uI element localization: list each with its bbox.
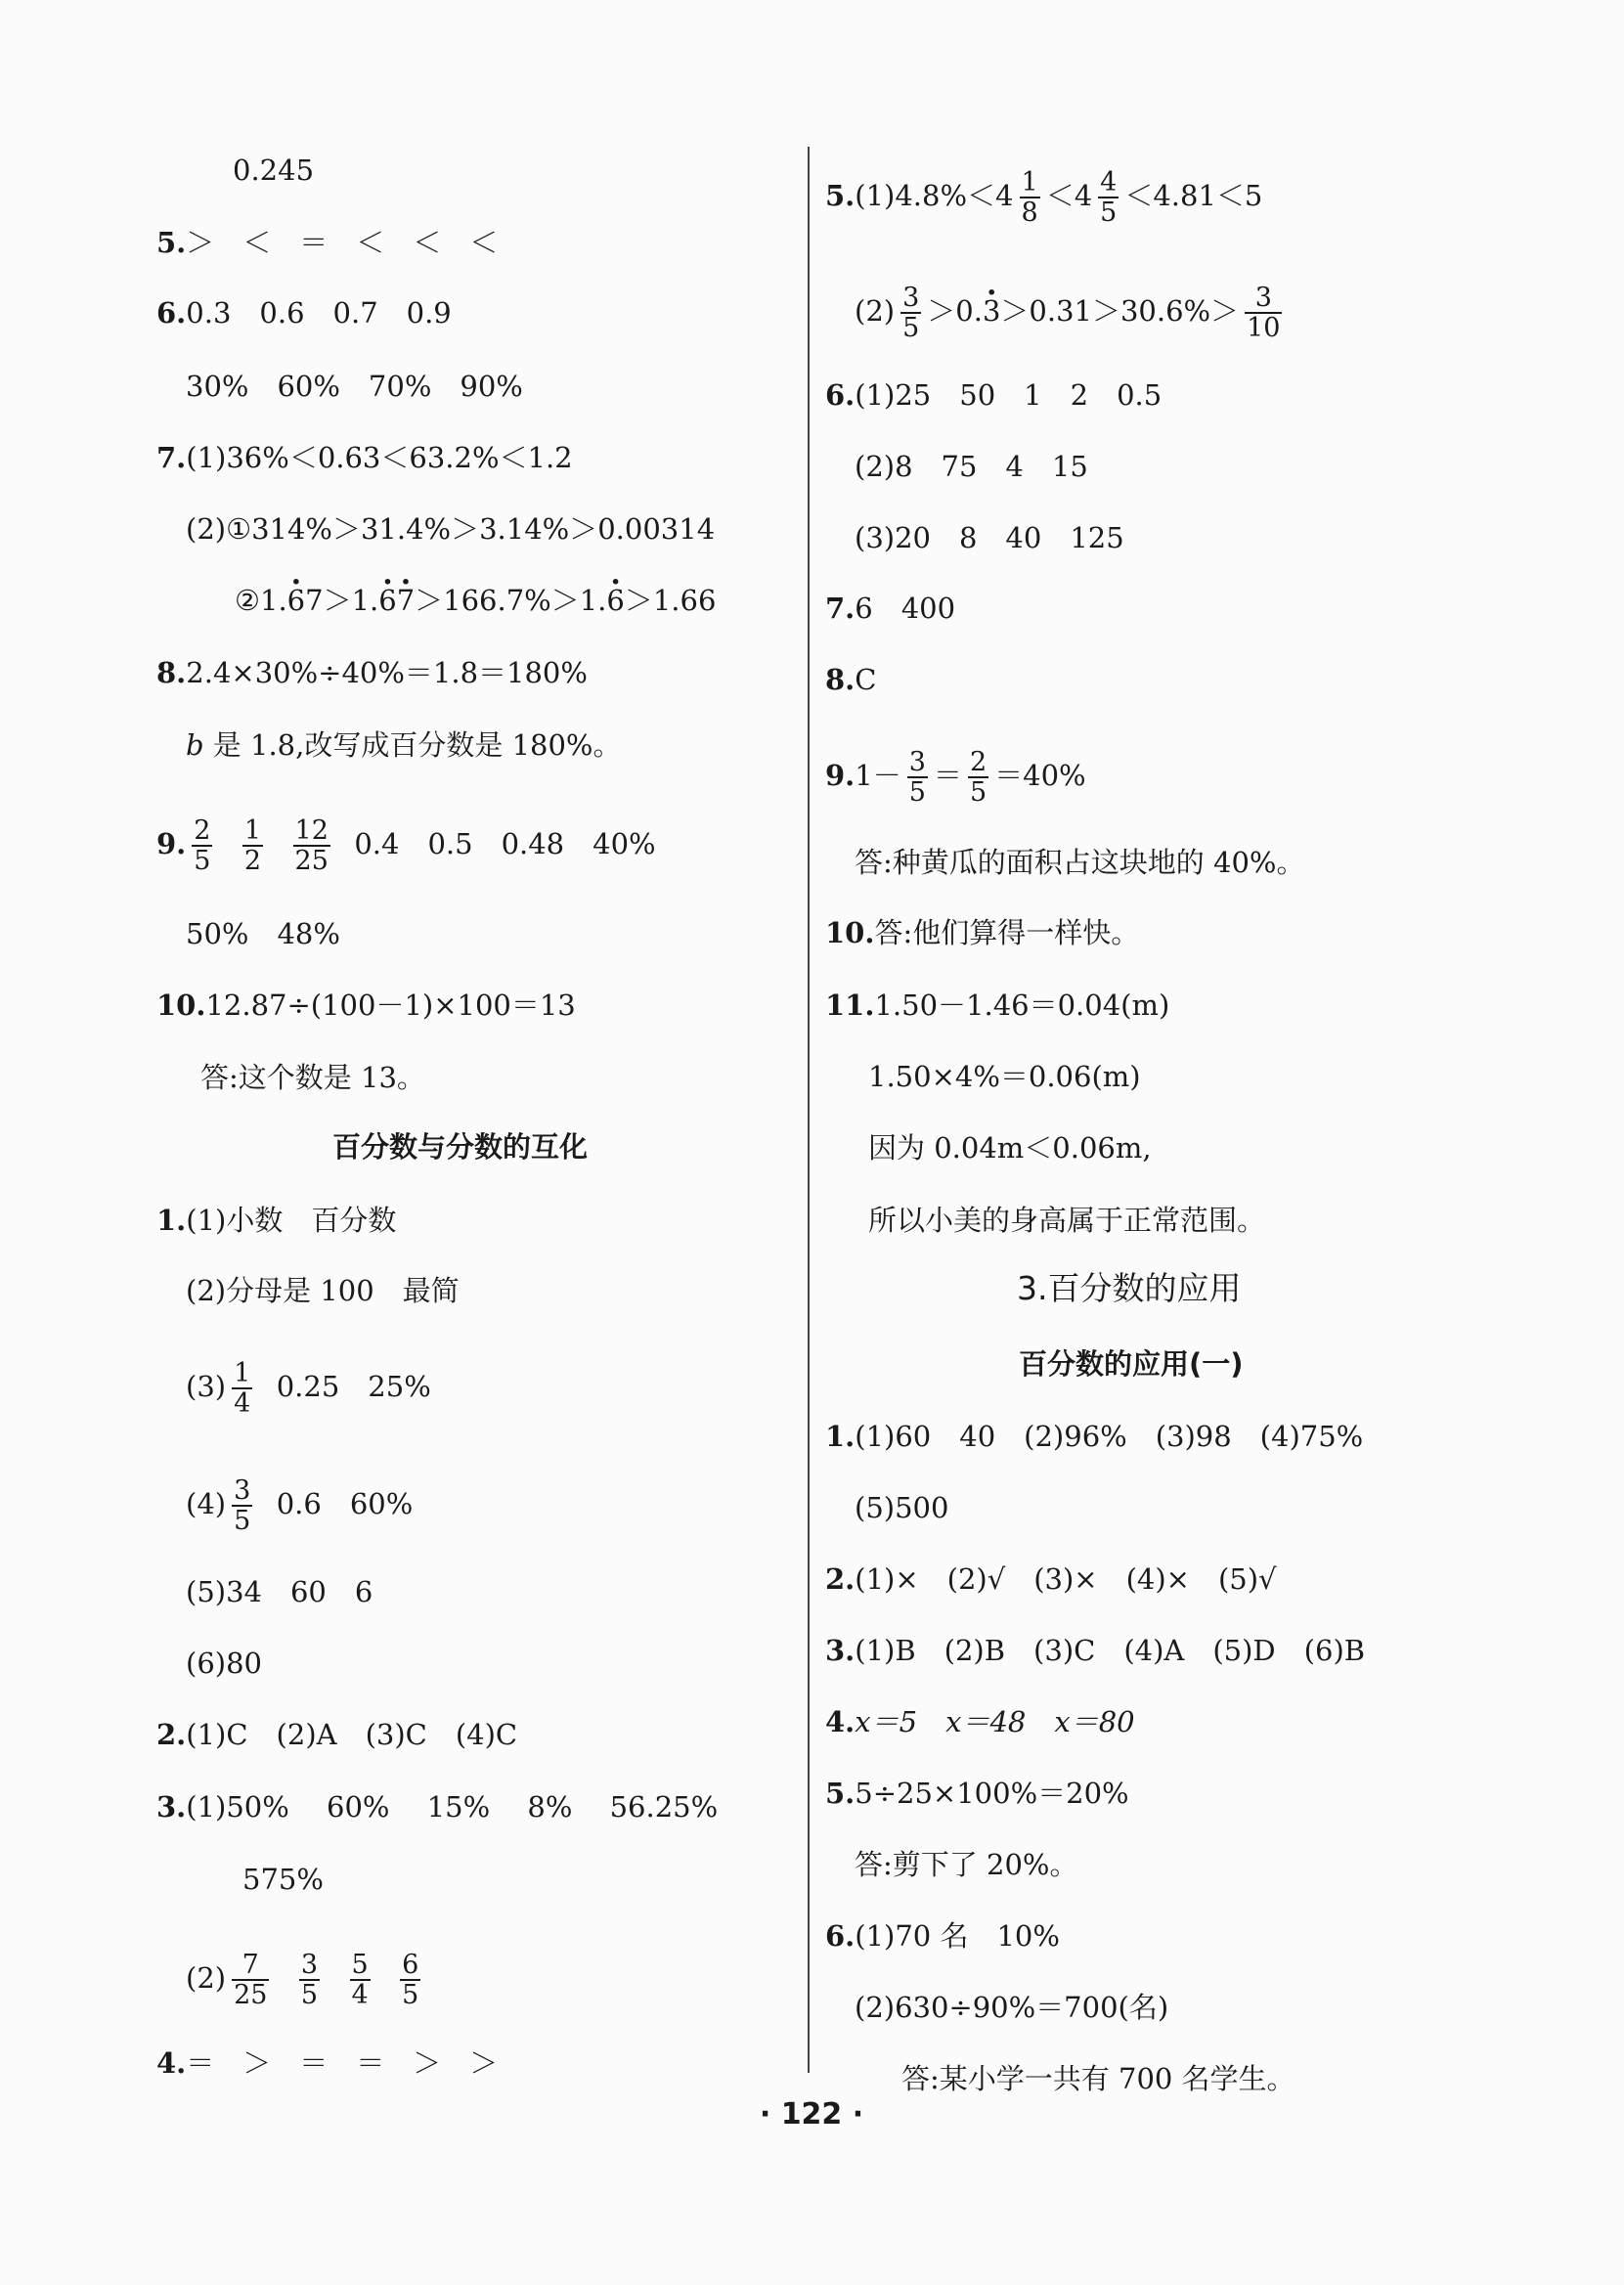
question-number: 3. [156, 1790, 187, 1824]
answer-line: (5)500 [855, 1491, 949, 1524]
answer-line [186, 1951, 426, 2009]
denominator: 8 [1021, 198, 1038, 229]
answer-text: 6 400 [855, 592, 956, 625]
text: ＜4 [1045, 179, 1093, 213]
numerator: 1 [243, 815, 262, 846]
text: (1)4.8%＜4 [855, 179, 1014, 213]
numerator: 2 [969, 747, 988, 777]
answer-line [855, 284, 1288, 342]
text: ②1. [235, 584, 287, 617]
answer-line: 所以小美的身高属于正常范围。 [868, 1204, 1266, 1237]
numerator: 3 [1254, 283, 1272, 313]
question-7 [825, 589, 955, 628]
question-number: 1. [825, 1420, 856, 1453]
fraction [242, 816, 263, 875]
answer-text: ＞ ＜ ＝ ＜ ＜ ＜ [186, 226, 499, 259]
numerator: 3 [902, 283, 920, 313]
question-5 [825, 1774, 1129, 1813]
answer-line: (2)8 75 4 15 [855, 450, 1088, 483]
answer-line: 答:这个数是 13。 [200, 1061, 425, 1094]
page-number: · 122 · [759, 2097, 864, 2131]
fraction [400, 1951, 420, 2009]
answer-text: (1)C (2)A (3)C (4)C [186, 1718, 518, 1751]
answer-line: 答:剪下了 20%。 [855, 1848, 1078, 1881]
text: ＞0.31＞30.6%＞ [1000, 294, 1240, 329]
fraction [232, 1359, 252, 1418]
fraction [299, 1951, 320, 2009]
answer-text: (1)70 名 10% [855, 1919, 1060, 1953]
answer-text: 1.50－1.46＝0.04(m) [874, 989, 1170, 1022]
question-number: 3. [825, 1634, 856, 1667]
text: ＝40% [994, 759, 1086, 793]
question-6 [156, 293, 452, 332]
text: (4) [186, 1487, 227, 1521]
answer-line: 575% [242, 1863, 324, 1896]
chapter-heading: 3.百分数的应用 [1017, 1269, 1242, 1307]
answer-text: C [855, 663, 877, 696]
text: (2) [186, 1961, 227, 1996]
answer-line: 答:种黄瓜的面积占这块地的 40%。 [855, 846, 1305, 879]
numerator: 3 [300, 1950, 319, 1980]
variable: b [186, 728, 204, 762]
fraction [968, 748, 988, 807]
denominator: 5 [234, 1506, 251, 1537]
answer-text: (1)60 40 (2)96% (3)98 (4)75% [855, 1420, 1364, 1453]
answer-text: (1)36%＜0.63＜63.2%＜1.2 [186, 441, 573, 474]
question-7 [156, 438, 573, 477]
question-number: 1. [156, 1204, 187, 1237]
numerator: 12 [294, 815, 329, 846]
answer-line: (3)20 8 40 125 [855, 521, 1124, 554]
column-divider [808, 147, 810, 2073]
answer-text: (1)× (2)√ (3)× (4)× (5)√ [855, 1562, 1277, 1596]
answer-text: 答:他们算得一样快。 [874, 916, 1140, 949]
question-number: 2. [156, 1718, 187, 1751]
text: 0.6 60% [276, 1487, 414, 1521]
denominator: 2 [243, 846, 262, 877]
question-6 [825, 375, 1162, 415]
fraction [293, 816, 330, 875]
text: ＝ [933, 759, 962, 793]
answer-line: 50% 48% [186, 917, 340, 950]
question-5 [825, 168, 1262, 227]
question-number: 5. [825, 179, 856, 213]
question-1 [825, 1417, 1363, 1456]
question-number: 6. [825, 1919, 856, 1953]
question-9 [825, 748, 1086, 807]
question-2 [825, 1560, 1277, 1599]
fraction [900, 284, 921, 342]
denominator: 5 [1100, 198, 1118, 229]
numerator: 1 [1021, 167, 1038, 198]
question-number: 9. [156, 827, 187, 861]
answer-text: (1)25 50 1 2 0.5 [855, 378, 1163, 412]
fraction [1245, 284, 1282, 342]
text: ＜4.81＜5 [1124, 179, 1263, 213]
numerator: 3 [908, 747, 926, 777]
answer-line: 1.50×4%＝0.06(m) [868, 1060, 1141, 1093]
answer-line: (6)80 [186, 1647, 262, 1680]
answer-text: (1)B (2)B (3)C (4)A (5)D (6)B [855, 1634, 1366, 1667]
fraction [907, 748, 928, 807]
fraction [232, 1476, 252, 1535]
question-3 [156, 1787, 718, 1826]
question-number: 8. [156, 656, 187, 689]
answer-line [186, 725, 621, 765]
text: 是 1.8,改写成百分数是 180%。 [203, 728, 622, 762]
question-number: 4. [156, 2046, 187, 2080]
denominator: 5 [969, 777, 988, 809]
answer-line: 因为 0.04m＜0.06m, [868, 1131, 1152, 1164]
question-4 [825, 1702, 1135, 1741]
numerator: 7 [241, 1950, 259, 1980]
answer-text: 5÷25×100%＝20% [855, 1777, 1129, 1810]
question-number: 6. [825, 378, 856, 412]
question-4 [156, 2043, 498, 2083]
denominator: 5 [402, 1980, 419, 2011]
answer-text: 0.3 0.6 0.7 0.9 [186, 296, 452, 330]
fraction [1020, 168, 1040, 227]
answer-text: (1)50% 60% 15% 8% 56.25% [186, 1790, 719, 1824]
text: ＞0. [927, 294, 983, 329]
question-number: 10. [156, 989, 206, 1022]
question-6 [825, 1916, 1060, 1955]
denominator: 25 [294, 846, 329, 877]
question-number: 8. [825, 663, 856, 696]
question-number: 10. [825, 916, 875, 949]
numerator: 1 [234, 1358, 251, 1388]
answer-line: 答:某小学一共有 700 名学生。 [901, 2062, 1295, 2095]
text: ＞1.66 [624, 584, 717, 617]
question-number: 7. [156, 441, 187, 474]
numerator: 5 [351, 1950, 369, 1980]
fraction [192, 816, 212, 875]
question-9 [156, 816, 656, 875]
answer-line [186, 1359, 431, 1418]
question-11 [825, 986, 1169, 1025]
answer-line-repeating-decimals [235, 581, 716, 620]
fraction [1098, 168, 1119, 227]
answer-text: (1)小数 百分数 [186, 1204, 397, 1237]
numerator: 6 [402, 1950, 419, 1980]
denominator: 4 [351, 1980, 369, 2011]
answer-line [186, 1476, 413, 1535]
answer-text: 2.4×30%÷40%＝1.8＝180% [186, 656, 588, 689]
repeating-digit: 6 · [287, 581, 305, 620]
denominator: 5 [908, 777, 926, 809]
answer-text: 0.4 0.5 0.48 40% [354, 827, 656, 861]
question-1 [156, 1201, 396, 1240]
question-8 [825, 660, 876, 699]
page-number-value: 122 [780, 2097, 843, 2131]
text: (3) [186, 1370, 227, 1404]
question-10 [156, 986, 576, 1025]
answer-text: ＝ ＞ ＝ ＝ ＞ ＞ [186, 2046, 499, 2080]
denominator: 5 [194, 846, 211, 877]
question-number: 6. [156, 296, 187, 330]
answer-line: (2)①314%＞31.4%＞3.14%＞0.00314 [186, 512, 716, 546]
answer-text: x＝5 x＝48 x＝80 [855, 1705, 1135, 1738]
denominator: 4 [234, 1388, 251, 1420]
denominator: 10 [1247, 313, 1281, 344]
answer-line: (5)34 60 6 [186, 1575, 373, 1608]
denominator: 5 [300, 1980, 319, 2011]
text: ＞166.7%＞1. [415, 584, 607, 617]
text: (2) [855, 294, 896, 329]
answer-line: 30% 60% 70% 90% [186, 370, 523, 403]
answer-line: 0.245 [233, 154, 315, 187]
repeating-digit: 6 · [606, 581, 624, 620]
question-8 [156, 653, 588, 692]
question-number: 7. [825, 592, 856, 625]
question-2 [156, 1715, 517, 1754]
numerator: 2 [194, 815, 211, 846]
question-10 [825, 913, 1139, 952]
denominator: 5 [902, 313, 920, 344]
repeating-digit: 6 · [378, 581, 396, 620]
question-number: 5. [825, 1777, 856, 1810]
question-number: 2. [825, 1562, 856, 1596]
question-number: 9. [825, 759, 856, 793]
fraction [232, 1951, 269, 2009]
question-number: 4. [825, 1705, 856, 1738]
text: 7＞1. [305, 584, 379, 617]
answer-line: (2)分母是 100 最简 [186, 1274, 460, 1307]
answer-text: 12.87÷(100－1)×100＝13 [205, 989, 576, 1022]
text: 0.25 25% [276, 1370, 431, 1404]
repeating-digit: 3 · [983, 291, 1000, 330]
denominator: 25 [234, 1980, 268, 2011]
fraction [350, 1951, 371, 2009]
question-number: 11. [825, 989, 875, 1022]
numerator: 3 [234, 1475, 251, 1506]
numerator: 4 [1100, 167, 1118, 198]
question-number: 5. [156, 226, 187, 259]
section-heading: 百分数的应用(一) [1019, 1347, 1244, 1381]
text: 1－ [855, 759, 901, 793]
question-5 [156, 223, 498, 262]
answer-line: (2)630÷90%＝700(名) [855, 1991, 1169, 2024]
section-heading: 百分数与分数的互化 [332, 1130, 589, 1164]
repeating-digit: 7 · [397, 581, 415, 620]
question-3 [825, 1631, 1365, 1670]
